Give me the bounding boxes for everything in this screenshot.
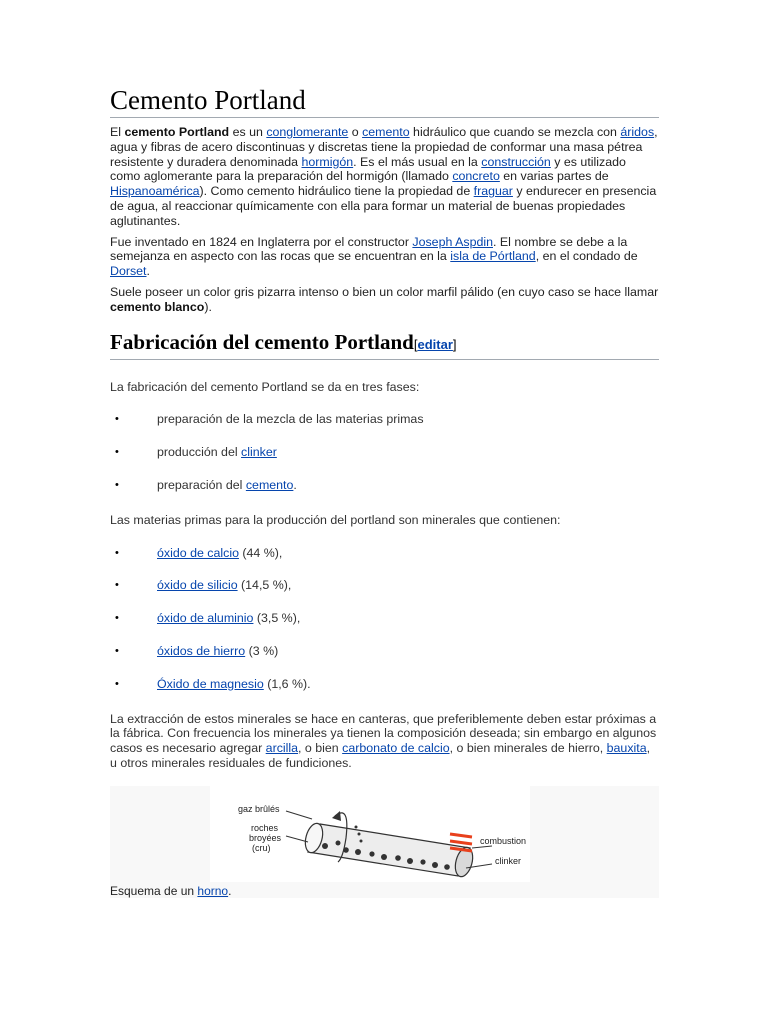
text: , o bien minerales de hierro, bbox=[449, 741, 607, 756]
bullet: • bbox=[115, 546, 119, 559]
text: y endurecer en presencia de agua, al reaccionar químicamente con ella para formar un material de buenas propiedades aglutinantes. bbox=[110, 184, 657, 228]
label-broyees: broyées bbox=[249, 833, 282, 843]
list-item-suffix: (3 %) bbox=[245, 643, 279, 658]
link-conglomerante[interactable]: conglomerante bbox=[266, 125, 349, 139]
text: Suele poseer un color gris pizarra intenso o bien un color marfil pálido (en cuyo caso se hace llamar bbox=[110, 284, 659, 299]
caption-suffix: . bbox=[228, 884, 232, 898]
intro-paragraph-3 bbox=[110, 285, 659, 315]
label-combustion: combustion bbox=[480, 836, 527, 846]
link-dorset[interactable]: Dorset bbox=[110, 264, 147, 279]
text: , u otros minerales residuales de fundiciones. bbox=[110, 741, 651, 770]
text: hidráulico que cuando se mezcla con bbox=[409, 125, 621, 139]
list-item bbox=[110, 644, 659, 659]
bold-term: cemento Portland bbox=[124, 125, 230, 139]
text: y es utilizado como aglomerante para la preparación del hormigón (llamado bbox=[110, 154, 626, 184]
text: . bbox=[146, 264, 150, 279]
link-aridos[interactable]: áridos bbox=[620, 125, 655, 139]
bullet: • bbox=[115, 413, 119, 426]
list-item bbox=[110, 578, 659, 593]
section-heading bbox=[110, 329, 659, 360]
text: , o bien bbox=[298, 741, 343, 756]
text: o bbox=[348, 125, 363, 139]
link-concreto[interactable]: concreto bbox=[452, 169, 500, 184]
list-item-text: producción del bbox=[157, 445, 242, 460]
link-isla-de-portland[interactable]: isla de Pórtland bbox=[450, 249, 536, 264]
list-item bbox=[110, 478, 659, 493]
label-gas: gaz brûlés bbox=[238, 804, 280, 814]
bullet: • bbox=[115, 446, 119, 459]
list-item bbox=[110, 611, 659, 626]
minerals-intro: Las materias primas para la producción del portland son minerales que contienen: bbox=[110, 512, 561, 527]
label-clinker: clinker bbox=[495, 856, 522, 866]
link-hispanoamerica[interactable]: Hispanoamérica bbox=[110, 184, 200, 199]
list-item-suffix: (14,5 %), bbox=[237, 578, 292, 593]
phases-list bbox=[110, 412, 659, 492]
list-item bbox=[110, 546, 659, 561]
intro-paragraph-2 bbox=[110, 235, 659, 279]
link-oxido-de-calcio[interactable]: óxido de calcio bbox=[157, 545, 239, 560]
text: La extracción de estos minerales se hace en canteras, que preferiblemente deben estar próximas a la fábrica. Con frecuencia los minerales ya tienen la composición deseada; sin embargo en algunos casos es necesario agregar bbox=[110, 711, 657, 756]
text: es un bbox=[229, 125, 267, 139]
text: , en el condado de bbox=[535, 249, 638, 264]
intro-paragraph-1 bbox=[110, 125, 659, 229]
section-heading-text: Fabricación del cemento Portland bbox=[110, 329, 414, 354]
extraction-paragraph bbox=[110, 712, 659, 771]
text: ). Como cemento hidráulico tiene la propiedad de bbox=[199, 184, 474, 199]
bold-term: cemento blanco bbox=[110, 299, 205, 314]
text: ). bbox=[204, 299, 212, 314]
label-cru: (cru) bbox=[252, 843, 271, 853]
link-carbonato-de-calcio[interactable]: carbonato de calcio bbox=[342, 741, 450, 756]
list-item-suffix: . bbox=[293, 477, 297, 492]
link-construccion[interactable]: construcción bbox=[481, 154, 551, 169]
text: Fue inventado en 1824 en Inglaterra por el constructor bbox=[110, 234, 413, 249]
text: El bbox=[110, 125, 125, 139]
list-item bbox=[110, 445, 659, 460]
link-joseph-aspdin[interactable]: Joseph Aspdin bbox=[412, 234, 493, 249]
list-item-text: preparación del bbox=[157, 477, 246, 492]
bullet: • bbox=[115, 612, 119, 625]
edit-bracket: ] bbox=[452, 336, 457, 352]
list-item-suffix: (44 %), bbox=[238, 545, 283, 560]
kiln-diagram bbox=[110, 786, 659, 882]
label-roches: roches bbox=[251, 823, 279, 833]
link-oxido-de-silicio[interactable]: óxido de silicio bbox=[157, 578, 238, 593]
bullet: • bbox=[115, 579, 119, 592]
page-title: Cemento Portland bbox=[110, 84, 659, 118]
link-cemento[interactable]: cemento bbox=[362, 125, 410, 139]
edit-link[interactable]: editar bbox=[417, 336, 453, 352]
figure-caption bbox=[110, 884, 231, 898]
list-item-suffix: (1,6 %). bbox=[263, 676, 311, 691]
edit-section bbox=[414, 337, 457, 352]
link-oxidos-de-hierro[interactable]: óxidos de hierro bbox=[157, 643, 246, 658]
bullet: • bbox=[115, 644, 119, 657]
link-oxido-de-aluminio[interactable]: óxido de aluminio bbox=[157, 611, 254, 626]
text: . Es el más usual en la bbox=[353, 154, 482, 169]
text: en varias partes de bbox=[499, 169, 609, 184]
edit-bracket: [ bbox=[413, 336, 418, 352]
minerals-list bbox=[110, 546, 659, 692]
link-cemento-2[interactable]: cemento bbox=[245, 477, 294, 492]
text: , agua y fibras de acero discontinuas y discretas tiene la propiedad de conformar una masa pétrea resistente y duradera denominada bbox=[110, 125, 658, 169]
link-horno[interactable]: horno bbox=[197, 884, 229, 898]
link-arcilla[interactable]: arcilla bbox=[265, 741, 299, 756]
link-oxido-de-magnesio[interactable]: Óxido de magnesio bbox=[157, 676, 264, 691]
article-content bbox=[110, 84, 659, 771]
text: . El nombre se debe a la semejanza en aspecto con las rocas que se encuentran en la bbox=[110, 234, 628, 264]
list-item-text: preparación de la mezcla de las materias primas bbox=[157, 412, 424, 427]
list-item-suffix: (3,5 %), bbox=[253, 611, 301, 626]
link-hormigon[interactable]: hormigón bbox=[301, 154, 354, 169]
list-item bbox=[110, 677, 659, 692]
fabrication-intro: La fabricación del cemento Portland se da en tres fases: bbox=[110, 379, 420, 394]
list-item bbox=[110, 412, 659, 427]
bullet: • bbox=[115, 677, 119, 690]
link-bauxita[interactable]: bauxita bbox=[606, 741, 647, 756]
caption-text: Esquema de un bbox=[110, 884, 198, 898]
link-fraguar[interactable]: fraguar bbox=[473, 184, 513, 199]
link-clinker[interactable]: clinker bbox=[241, 445, 277, 460]
bullet: • bbox=[115, 478, 119, 491]
kiln-figure bbox=[110, 786, 659, 898]
